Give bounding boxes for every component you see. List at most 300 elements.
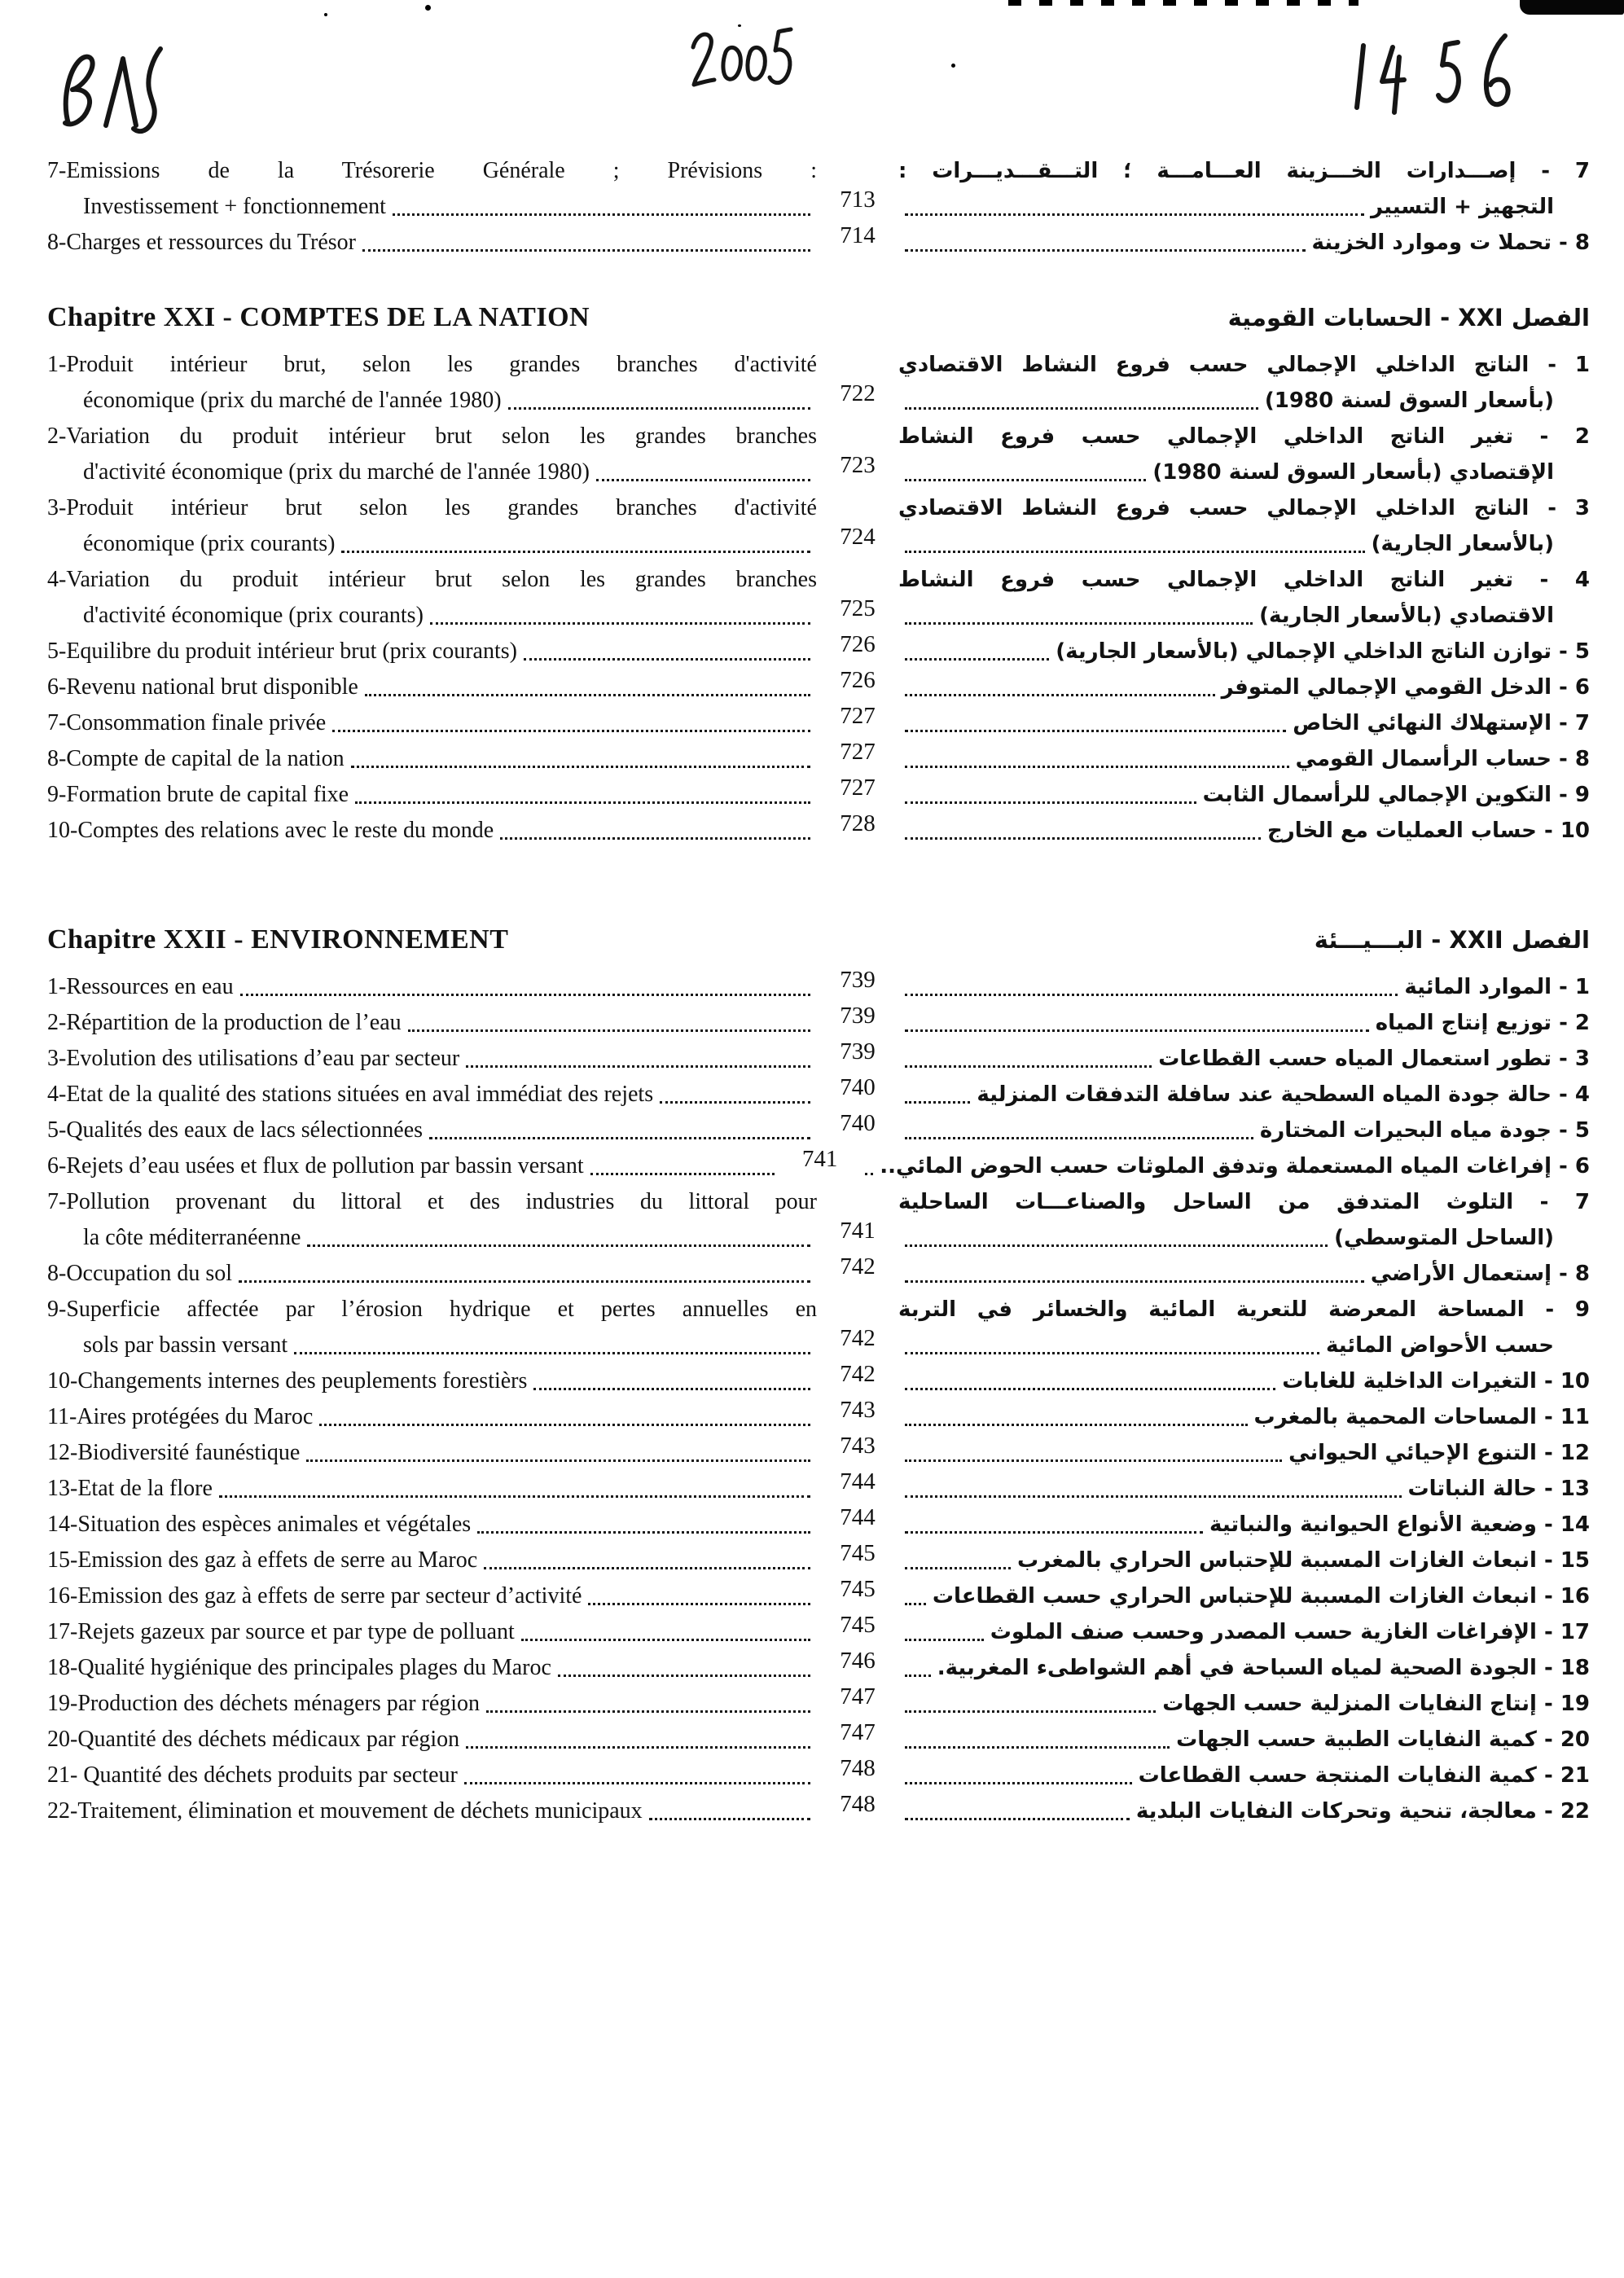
entry-line-ar <box>898 1363 1590 1399</box>
dot-leader <box>905 1352 1319 1354</box>
entry-line-ar <box>898 598 1590 634</box>
entry-line-ar <box>898 1793 1590 1829</box>
page-number: 747 <box>840 1683 876 1710</box>
dot-leader <box>362 249 810 252</box>
entry-arabic <box>898 1543 1590 1578</box>
entry-text-ar: (الساحل المتوسطي) <box>1334 1226 1554 1250</box>
entry-line-fr <box>47 1220 817 1256</box>
entry-line-fr <box>47 1650 817 1686</box>
entry-line-fr <box>47 1399 817 1435</box>
dot-leader <box>905 1137 1253 1139</box>
entry-line-fr: 9-Superficie affectée par l’érosion hydrique et pertes annuelles en <box>47 1297 817 1322</box>
dot-leader <box>905 1746 1170 1749</box>
entry-french <box>47 1435 817 1471</box>
entry-text-fr: 20-Quantité des déchets médicaux par région <box>47 1727 460 1752</box>
entry-arabic <box>898 1686 1590 1722</box>
entry-line-ar <box>898 383 1590 419</box>
dot-leader <box>332 730 810 732</box>
entry-line-fr <box>47 1578 817 1614</box>
dot-leader <box>341 551 810 553</box>
entry-text-fr: 6-Revenu national brut disponible <box>47 674 358 700</box>
dot-leader <box>905 1603 926 1605</box>
page-number: 726 <box>840 667 876 693</box>
entry-french <box>47 1507 817 1543</box>
entry-arabic <box>898 969 1590 1005</box>
page-number: 748 <box>840 1755 876 1781</box>
entry-french <box>47 1005 817 1041</box>
entry-text-fr: Investissement + fonctionnement <box>83 194 386 219</box>
section-heading-french: Chapitre XXII - ENVIRONNEMENT <box>47 924 509 955</box>
entry-arabic <box>898 1507 1590 1543</box>
entry-arabic <box>898 813 1590 849</box>
section-chapter-xxii <box>47 919 1590 1829</box>
entry-line-fr: 3-Produit intérieur brut selon les grandes branches d'activité <box>47 495 817 520</box>
entry-arabic <box>858 1148 1590 1184</box>
entry-text-fr: 14-Situation des espèces animales et végétales <box>47 1512 472 1537</box>
page-number: 714 <box>840 222 876 248</box>
entry-line-ar <box>898 634 1590 669</box>
entry-line-fr <box>47 1041 817 1077</box>
entry-text-ar: 1 - الموارد المائية <box>1404 975 1590 999</box>
page-number: 728 <box>840 810 876 836</box>
dot-leader <box>905 1782 1132 1784</box>
entry-text-fr: 10-Changements internes des peuplements forestièrs <box>47 1368 528 1394</box>
toc-entry <box>47 222 1590 261</box>
page-number: 727 <box>840 703 876 729</box>
entry-line-fr <box>47 225 817 261</box>
entry-line-fr <box>47 1148 781 1184</box>
entry-line-ar <box>898 1722 1590 1758</box>
section-heading <box>47 296 1590 339</box>
entry-arabic <box>898 153 1590 225</box>
entry-french <box>47 1148 781 1184</box>
section-previous-chapter-continued <box>47 153 1590 261</box>
entry-line-ar <box>898 741 1590 777</box>
dot-leader <box>905 1567 1011 1569</box>
entry-text-fr: sols par bassin versant <box>83 1332 288 1358</box>
dot-leader <box>905 479 1146 481</box>
entry-arabic <box>898 1650 1590 1686</box>
entry-text-fr: 8-Occupation du sol <box>47 1261 233 1286</box>
entry-line-ar <box>898 1471 1590 1507</box>
entry-line-ar: 7 - التلوث المتدفق من الساحل والصناعـــات الساحلية <box>898 1190 1590 1214</box>
entry-text-fr: 22-Traitement, élimination et mouvement de déchets municipaux <box>47 1798 643 1824</box>
toc-entry <box>47 153 1590 225</box>
page-number: 746 <box>840 1648 876 1674</box>
entry-text-fr: 15-Emission des gaz à effets de serre au Maroc <box>47 1547 478 1573</box>
entry-french <box>47 777 817 813</box>
entry-text-fr: 9-Formation brute de capital fixe <box>47 782 349 807</box>
entry-text-fr: 4-Etat de la qualité des stations situées en aval immédiat des rejets <box>47 1082 654 1107</box>
dot-leader <box>905 1674 931 1677</box>
section-heading <box>47 919 1590 961</box>
entry-line-fr <box>47 1614 817 1650</box>
entry-text-ar: 11 - المساحات المحمية بالمغرب <box>1253 1405 1590 1429</box>
dot-leader <box>365 694 810 696</box>
entry-arabic <box>898 1614 1590 1650</box>
page-number: 742 <box>840 1325 876 1351</box>
entry-line-ar <box>898 669 1590 705</box>
dot-leader <box>355 801 810 804</box>
entry-arabic <box>898 777 1590 813</box>
entry-arabic <box>898 1041 1590 1077</box>
entry-french <box>47 1578 817 1614</box>
entry-line-fr: 7-Pollution provenant du littoral et des industries du littoral pour <box>47 1189 817 1214</box>
entry-line-fr <box>47 813 817 849</box>
entry-line-fr <box>47 1543 817 1578</box>
page-number: 724 <box>840 524 876 550</box>
page-number: 725 <box>840 595 876 621</box>
dot-leader <box>660 1101 810 1104</box>
dot-leader <box>219 1495 810 1498</box>
entry-arabic <box>898 1578 1590 1614</box>
entry-line-fr <box>47 1077 817 1113</box>
page-number: 744 <box>840 1504 876 1530</box>
entry-french <box>47 1113 817 1148</box>
entry-french <box>47 1041 817 1077</box>
entry-arabic <box>898 1793 1590 1829</box>
page-number: 713 <box>840 187 876 213</box>
entry-line-fr <box>47 1686 817 1722</box>
entry-text-ar: 22 - معالجة، تنحية وتحركات النفايات البلدية <box>1135 1799 1590 1824</box>
entry-text-fr: 21- Quantité des déchets produits par secteur <box>47 1762 458 1788</box>
entry-line-ar <box>898 1077 1590 1113</box>
entry-text-ar: 18 - الجودة الصحية لمياه السباحة في أهم الشواطىء المغربية. <box>937 1656 1590 1680</box>
entry-text-ar: 4 - حالة جودة المياه السطحية عند سافلة التدفقات المنزلية <box>977 1082 1590 1107</box>
entry-line-ar <box>898 1256 1590 1292</box>
entry-text-fr: 7-Consommation finale privée <box>47 710 327 735</box>
entry-french <box>47 153 817 225</box>
entry-text-ar: 21 - كمية النفايات المنتجة حسب القطاعات <box>1138 1763 1590 1788</box>
dot-leader <box>484 1567 810 1569</box>
dot-leader <box>590 1173 775 1175</box>
entry-text-ar: 8 - حساب الرأسمال القومي <box>1295 747 1590 771</box>
entry-line-fr <box>47 1722 817 1758</box>
entry-line-ar <box>898 1328 1590 1363</box>
dot-leader <box>905 407 1258 410</box>
page-number: 740 <box>840 1110 876 1136</box>
entry-text-fr: d'activité économique (prix courants) <box>83 603 424 628</box>
entry-line-fr <box>47 705 817 741</box>
entry-line-fr <box>47 526 817 562</box>
entry-text-ar: 19 - إنتاج النفايات المنزلية حسب الجهات <box>1162 1692 1590 1716</box>
page-number: 740 <box>840 1074 876 1100</box>
entry-arabic <box>898 1113 1590 1148</box>
entry-line-fr <box>47 777 817 813</box>
entry-line-ar <box>898 1435 1590 1471</box>
entry-line-ar <box>898 1614 1590 1650</box>
dot-leader <box>466 1065 810 1068</box>
entry-line-fr <box>47 1005 817 1041</box>
entry-line-ar <box>898 454 1590 490</box>
page-number: 744 <box>840 1468 876 1495</box>
entry-text-fr: 19-Production des déchets ménagers par région <box>47 1691 481 1716</box>
entry-line-ar <box>898 813 1590 849</box>
entry-text-ar: الاقتصادي (بالأسعار الجارية) <box>1259 604 1554 628</box>
page-number: 745 <box>840 1540 876 1566</box>
entry-arabic <box>898 347 1590 419</box>
entry-line-fr <box>47 741 817 777</box>
dot-leader <box>905 1244 1328 1247</box>
dot-leader <box>905 1459 1282 1462</box>
entry-text-fr: économique (prix courants) <box>83 531 336 556</box>
entry-arabic <box>898 1435 1590 1471</box>
entry-line-fr <box>47 1507 817 1543</box>
toc-entry <box>47 1793 1590 1829</box>
dot-leader <box>306 1459 810 1462</box>
dot-leader <box>905 213 1364 216</box>
entry-text-fr: la côte méditerranéenne <box>83 1225 301 1250</box>
dot-leader <box>905 1101 970 1104</box>
entry-text-ar: 15 - انبعاث الغازات المسببة للإحتباس الحراري بالمغرب <box>1017 1548 1590 1573</box>
entry-line-fr: 7-Emissions de la Trésorerie Générale ; Prévisions : <box>47 158 817 183</box>
entry-french <box>47 813 817 849</box>
entry-line-ar <box>898 1220 1590 1256</box>
entry-french <box>47 562 817 634</box>
entry-text-fr: 10-Comptes des relations avec le reste du monde <box>47 818 494 843</box>
dot-leader <box>905 658 1049 661</box>
entry-text-ar: 17 - الإفراغات الغازية حسب المصدر وحسب صنف الملوث <box>990 1620 1590 1644</box>
entry-french <box>47 1184 817 1256</box>
entry-french <box>47 1686 817 1722</box>
entry-text-fr: 11-Aires protégées du Maroc <box>47 1404 314 1429</box>
entry-arabic <box>898 1077 1590 1113</box>
dot-leader <box>905 994 1398 996</box>
section-heading-french: Chapitre XXI - COMPTES DE LA NATION <box>47 302 590 332</box>
page-number: 741 <box>801 1146 838 1172</box>
entry-line-ar <box>898 1005 1590 1041</box>
dot-leader <box>533 1388 810 1390</box>
dot-leader <box>905 622 1253 625</box>
entry-arabic <box>898 1005 1590 1041</box>
entry-text-ar: 10 - التغيرات الداخلية للغابات <box>1282 1369 1590 1394</box>
dot-leader <box>905 1029 1369 1032</box>
page-number: 742 <box>840 1361 876 1387</box>
entry-line-ar <box>898 1113 1590 1148</box>
section-heading-arabic: الفصل XXI - الحسابات القومية <box>1227 304 1590 331</box>
entry-line-ar <box>898 1686 1590 1722</box>
entry-text-ar: 9 - التكوين الإجمالي للرأسمال الثابت <box>1202 783 1590 807</box>
entry-text-ar: 6 - إفراغات المياه المستعملة وتدفق الملوثات حسب الحوض المائي.. <box>880 1154 1590 1179</box>
entry-french <box>47 225 817 261</box>
entry-line-fr <box>47 1328 817 1363</box>
entry-line-fr: 2-Variation du produit intérieur brut selon les grandes branches <box>47 424 817 449</box>
entry-text-ar: 6 - الدخل القومي الإجمالي المتوفر <box>1221 675 1590 700</box>
entry-line-ar: 7 - إصـــدارات الخـــزينة العـــامـــة ؛ التـــقـــديـــرات : <box>898 159 1590 183</box>
entry-text-ar: 3 - تطور استعمال المياه حسب القطاعات <box>1158 1047 1590 1071</box>
toc-entry <box>47 1148 1590 1184</box>
entry-arabic <box>898 634 1590 669</box>
entry-line-fr <box>47 383 817 419</box>
entry-line-ar <box>898 189 1590 225</box>
entry-line-fr <box>47 189 817 225</box>
entry-arabic <box>898 1184 1590 1256</box>
entry-text-ar: 8 - إستعمال الأراضي <box>1370 1262 1590 1286</box>
entry-text-ar: الإقتصادي (بأسعار السوق لسنة 1980) <box>1152 460 1554 485</box>
page-number: 739 <box>840 1003 876 1029</box>
page-number: 743 <box>840 1397 876 1423</box>
entry-line-fr <box>47 598 817 634</box>
dot-leader <box>307 1244 810 1247</box>
dot-leader <box>486 1710 810 1713</box>
entry-french <box>47 1758 817 1793</box>
entry-arabic <box>898 1363 1590 1399</box>
dot-leader <box>393 213 810 216</box>
page-number: 739 <box>840 1038 876 1064</box>
entry-line-fr <box>47 1363 817 1399</box>
entry-french <box>47 1292 817 1363</box>
entry-line-ar: 3 - الناتج الداخلي الإجمالي حسب فروع النشاط الاقتصادي <box>898 496 1590 520</box>
section-chapter-xxi <box>47 296 1590 849</box>
entry-arabic <box>898 1471 1590 1507</box>
dot-leader <box>905 694 1215 696</box>
entry-text-ar: (بالأسعار الجارية) <box>1371 532 1554 556</box>
entry-line-fr <box>47 634 817 669</box>
entry-line-ar <box>898 1578 1590 1614</box>
page-number: 743 <box>840 1433 876 1459</box>
entry-french <box>47 419 817 490</box>
page-number: 747 <box>840 1719 876 1745</box>
entry-french <box>47 634 817 669</box>
entry-text-fr: 8-Charges et ressources du Trésor <box>47 230 356 255</box>
entry-line-ar <box>898 526 1590 562</box>
entry-arabic <box>898 1292 1590 1363</box>
entry-text-fr: 3-Evolution des utilisations d’eau par secteur <box>47 1046 460 1071</box>
entry-text-ar: 5 - توازن الناتج الداخلي الإجمالي (بالأسعار الجارية) <box>1056 639 1590 664</box>
entry-text-ar: 14 - وضعية الأنواع الحيوانية والنباتية <box>1209 1512 1590 1537</box>
entry-line-ar <box>858 1148 1590 1184</box>
dot-leader <box>558 1674 810 1677</box>
entry-text-ar: 20 - كمية النفايات الطبية حسب الجهات <box>1176 1727 1590 1752</box>
entry-text-ar: 2 - توزيع إنتاج المياه <box>1375 1011 1590 1035</box>
entry-text-ar: 13 - حالة النباتات <box>1407 1477 1590 1501</box>
entry-line-fr <box>47 969 817 1005</box>
entry-text-fr: 18-Qualité hygiénique des principales plages du Maroc <box>47 1655 551 1680</box>
dot-leader <box>905 1065 1152 1068</box>
entry-text-ar: (بأسعار السوق لسنة 1980) <box>1264 388 1554 413</box>
entry-text-ar: 16 - انبعاث الغازات المسببة للإحتباس الحراري حسب القطاعات <box>932 1584 1590 1609</box>
entry-arabic <box>898 705 1590 741</box>
entry-text-fr: d'activité économique (prix du marché de l'année 1980) <box>83 459 590 485</box>
dot-leader <box>905 730 1286 732</box>
entry-line-fr <box>47 669 817 705</box>
entry-french <box>47 1363 817 1399</box>
dot-leader <box>905 1280 1364 1283</box>
page-number: 742 <box>840 1253 876 1279</box>
entry-french <box>47 1650 817 1686</box>
toc-entry <box>47 1184 1590 1256</box>
dot-leader <box>429 1137 810 1139</box>
entry-french <box>47 669 817 705</box>
entry-text-ar: 10 - حساب العمليات مع الخارج <box>1267 819 1590 843</box>
toc-entry <box>47 1292 1590 1363</box>
entry-french <box>47 490 817 562</box>
entry-line-fr: 4-Variation du produit intérieur brut selon les grandes branches <box>47 567 817 592</box>
dot-leader <box>466 1746 810 1749</box>
entry-french <box>47 705 817 741</box>
dot-leader <box>430 622 810 625</box>
entry-text-fr: 5-Qualités des eaux de lacs sélectionnées <box>47 1117 424 1143</box>
dot-leader <box>588 1603 810 1605</box>
page-number: 727 <box>840 739 876 765</box>
entry-line-fr: 1-Produit intérieur brut, selon les grandes branches d'activité <box>47 352 817 377</box>
entry-text-fr: 13-Etat de la flore <box>47 1476 213 1501</box>
entry-french <box>47 1471 817 1507</box>
dot-leader <box>905 551 1365 553</box>
entry-french <box>47 347 817 419</box>
page-number: 748 <box>840 1791 876 1817</box>
page-number: 745 <box>840 1612 876 1638</box>
entry-line-ar: 9 - المساحة المعرضة للتعرية المائية والخسائر في التربة <box>898 1297 1590 1322</box>
entry-line-ar <box>898 1507 1590 1543</box>
toc-entry <box>47 1253 1590 1292</box>
entry-french <box>47 1614 817 1650</box>
entry-french <box>47 1256 817 1292</box>
toc-entry <box>47 562 1590 634</box>
entry-arabic <box>898 669 1590 705</box>
entry-line-ar: 1 - الناتج الداخلي الإجمالي حسب فروع النشاط الاقتصادي <box>898 353 1590 377</box>
dot-leader <box>905 1388 1275 1390</box>
page-number: 745 <box>840 1576 876 1602</box>
entry-arabic <box>898 562 1590 634</box>
page-number: 726 <box>840 631 876 657</box>
page-number: 739 <box>840 967 876 993</box>
entry-line-fr <box>47 1435 817 1471</box>
entry-line-ar <box>898 1758 1590 1793</box>
entry-line-ar <box>898 705 1590 741</box>
entry-text-fr: 1-Ressources en eau <box>47 974 234 999</box>
section-heading-arabic: الفصل XXII - البـــيـــئة <box>1314 926 1590 954</box>
entry-text-fr: 16-Emission des gaz à effets de serre par secteur d’activité <box>47 1583 582 1609</box>
entry-line-fr <box>47 454 817 490</box>
dot-leader <box>408 1029 810 1032</box>
dot-leader <box>905 801 1196 804</box>
entry-line-ar <box>898 1041 1590 1077</box>
page-number: 723 <box>840 452 876 478</box>
entry-text-ar: 7 - الإستهلاك النهائي الخاص <box>1293 711 1590 735</box>
entry-line-ar <box>898 1650 1590 1686</box>
entry-text-ar: 5 - جودة مياه البحيرات المختارة <box>1259 1118 1590 1143</box>
dot-leader <box>521 1639 810 1641</box>
entry-line-ar <box>898 1399 1590 1435</box>
dot-leader <box>905 249 1306 252</box>
entry-line-ar: 4 - تغير الناتج الداخلي الإجمالي حسب فروع النشاط <box>898 568 1590 592</box>
entry-french <box>47 1543 817 1578</box>
entry-text-fr: 5-Equilibre du produit intérieur brut (prix courants) <box>47 639 517 664</box>
entry-arabic <box>898 419 1590 490</box>
entry-line-fr <box>47 1793 817 1829</box>
entry-arabic <box>898 741 1590 777</box>
entry-arabic <box>898 1399 1590 1435</box>
entry-line-fr <box>47 1758 817 1793</box>
dot-leader <box>865 1173 873 1175</box>
dot-leader <box>905 1639 984 1641</box>
dot-leader <box>240 994 810 996</box>
dot-leader <box>464 1782 810 1784</box>
dot-leader <box>905 1818 1130 1820</box>
dot-leader <box>239 1280 810 1283</box>
dot-leader <box>319 1424 810 1426</box>
entry-text-fr: 8-Compte de capital de la nation <box>47 746 345 771</box>
entry-arabic <box>898 1758 1590 1793</box>
dot-leader <box>905 837 1261 840</box>
entry-line-ar <box>898 777 1590 813</box>
page-number: 727 <box>840 775 876 801</box>
entry-line-fr <box>47 1113 817 1148</box>
dot-leader <box>596 479 810 481</box>
page-number: 722 <box>840 380 876 406</box>
dot-leader <box>649 1818 810 1820</box>
